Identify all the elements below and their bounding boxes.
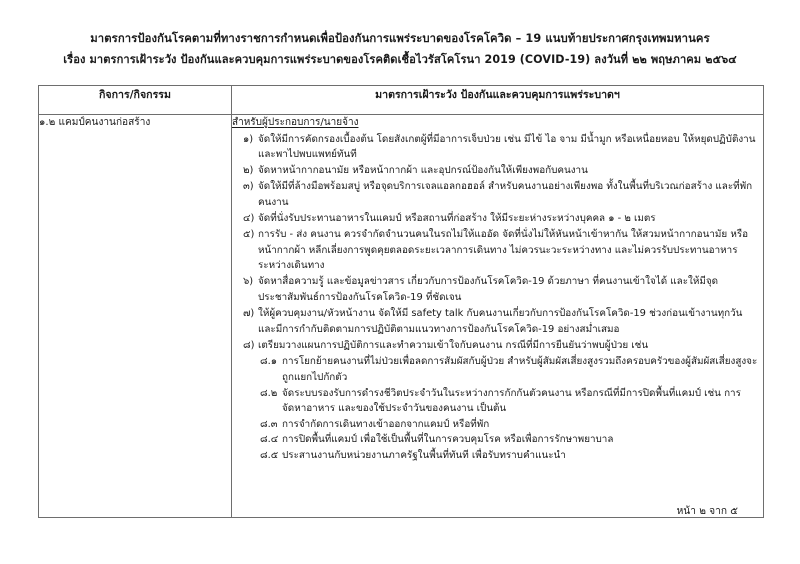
list-item-marker: ๘.๔ [260,434,279,446]
page-number-label: หน้า ๒ จาก ๕ [676,506,738,517]
list-item-marker: ๘.๑ [260,356,278,368]
list-item [232,338,763,354]
list-item-marker: ๒) [243,165,254,177]
list-item [232,211,763,227]
list-item-text: จัดให้มีที่ล้างมือพร้อมสบู่ หรือจุดบริการเจลแอลกอฮอล์ สำหรับคนงานอย่างเพียงพอ ทั้งในพื้นที่บริเวณก่อสร้าง และที่พักคนงาน [258,181,753,208]
page-footer [677,503,738,519]
list-item-marker: ๑) [243,133,254,145]
list-item-marker: ๕) [243,229,255,241]
list-item-marker: ๘.๕ [260,449,279,461]
document-heading [40,28,760,70]
list-item [232,227,763,274]
list-item-text: การปิดพื้นที่แคมป์ เพื่อใช้เป็นพื้นที่ในการควบคุมโรค หรือเพื่อการรักษาพยาบาล [282,434,614,446]
measures-cell [232,115,764,518]
list-item-text: การโยกย้ายคนงานที่ไม่ป่วยเพื่อลดการสัมผัสกับผู้ป่วย สำหรับผู้สัมผัสเสี่ยงสูงรวมถึงครอบครัวของผู้สัมผัสเสี่ยงสูงจะถูกแยกไปกักตัว [282,356,758,383]
list-item [232,386,763,417]
activity-label: ๑.๒ แคมป์คนงานก่อสร้าง [39,117,151,128]
list-item [232,163,763,179]
list-item-marker: ๓) [243,181,254,193]
heading-line-2: เรื่อง มาตรการเฝ้าระวัง ป้องกันและควบคุมการแพร่ระบาดของโรคติดเชื้อไวรัสโคโรนา 2019 (COVID-19) ลงวันที่ ๒๒ พฤษภาคม ๒๕๖๔ [63,53,737,66]
list-item-marker: ๘.๒ [260,387,278,399]
measures-table [38,85,764,518]
list-item [232,306,763,337]
list-item-text: จัดที่นั่งรับประทานอาหารในแคมป์ หรือสถานที่ก่อสร้าง ให้มีระยะห่างระหว่างบุคคล ๑ - ๒ เมตร [258,213,656,225]
section-label-employer: สำหรับผู้ประกอบการ/นายจ้าง [232,117,359,128]
list-item-marker: ๖) [243,276,254,288]
list-item-text: จัดหาสื่อความรู้ และข้อมูลข่าวสาร เกี่ยวกับการป้องกันโรคโควิด-19 ด้วยภาษา ที่คนงานเข้าใจได้ และให้มีจุดประชาสัมพันธ์การป้องกันโรคโควิด-19 ที่ชัดเจน [258,276,719,304]
list-item-marker: ๘.๓ [260,418,278,430]
list-item-marker: ๘) [243,339,255,351]
list-item [232,354,763,385]
list-item-marker: ๔) [243,213,255,225]
list-item-text: จัดให้มีการคัดกรองเบื้องต้น โดยสังเกตผู้ที่มีอาการเจ็บป่วย เช่น มีไข้ ไอ จาม มีน้ำมูก หรือเหนื่อยหอบ ให้หยุดปฏิบัติงานและพาไปพบแพทย์ทันที [258,133,756,161]
heading-line-1: มาตรการป้องกันโรคตามที่ทางราชการกำหนดเพื่อป้องกันการแพร่ระบาดของโรคโควิด – 19 แนบท้ายประกาศกรุงเทพมหานคร [90,32,710,45]
list-item-text: จัดระบบรองรับการดำรงชีวิตประจำวันในระหว่างการกักกันตัวคนงาน หรือกรณีที่มีการปิดพื้นที่แคมป์ เช่น การจัดหาอาหาร และของใช้ประจำวันของคนงาน เป็นต้น [282,387,741,415]
activity-cell [39,115,232,518]
list-item [232,179,763,210]
column-header-measures: มาตรการเฝ้าระวัง ป้องกันและควบคุมการแพร่ระบาดฯ [232,86,764,115]
measures-item-list [232,132,763,354]
list-item [232,132,763,163]
table-row [39,115,764,518]
list-item [232,448,763,464]
list-item-text: ให้ผู้ควบคุมงาน/หัวหน้างาน จัดให้มี safety talk กับคนงานเกี่ยวกับการป้องกันโรคโควิด-19 ช่วงก่อนเข้างานทุกวัน และมีการกำกับติดตามการปฏิบัติตามแนวทางการป้องกันโรคโควิด-19 อย่างสม่ำเสมอ [258,308,743,335]
list-item [232,432,763,448]
list-item-text: การรับ - ส่ง คนงาน ควรจำกัดจำนวนคนในรถไม่ให้แออัด จัดที่นั่งไม่ให้หันหน้าเข้าหากัน ให้สวมหน้ากากอนามัย หรือหน้ากากผ้า หลีกเลี่ยงการพูดคุยตลอดระยะเวลาการเดินทาง ไม่ควรนะวะระหว่างทาง และไม่ควรรับประทานอาหารระหว่างเดินทาง [258,229,749,272]
list-item-text: ประสานงานกับหน่วยงานภาครัฐในพื้นที่ทันที เพื่อรับทราบคำแนะนำ [282,449,566,461]
list-item-text: จัดหาหน้ากากอนามัย หรือหน้ากากผ้า และอุปกรณ์ป้องกันให้เพียงพอกับคนงาน [258,165,588,177]
list-item-marker: ๗) [243,308,255,320]
measures-sub-item-list [232,354,763,463]
list-item [232,274,763,305]
list-item-text: เตรียมวางแผนการปฏิบัติการและทำความเข้าใจกับคนงาน กรณีที่มีการยืนยันว่าพบผู้ป่วย เช่น [258,339,649,351]
column-header-activity: กิจการ/กิจกรรม [39,86,232,115]
table-header-row [39,86,764,115]
list-item [232,417,763,433]
list-item-text: การจำกัดการเดินทางเข้าออกจากแคมป์ หรือที่พัก [282,418,490,430]
